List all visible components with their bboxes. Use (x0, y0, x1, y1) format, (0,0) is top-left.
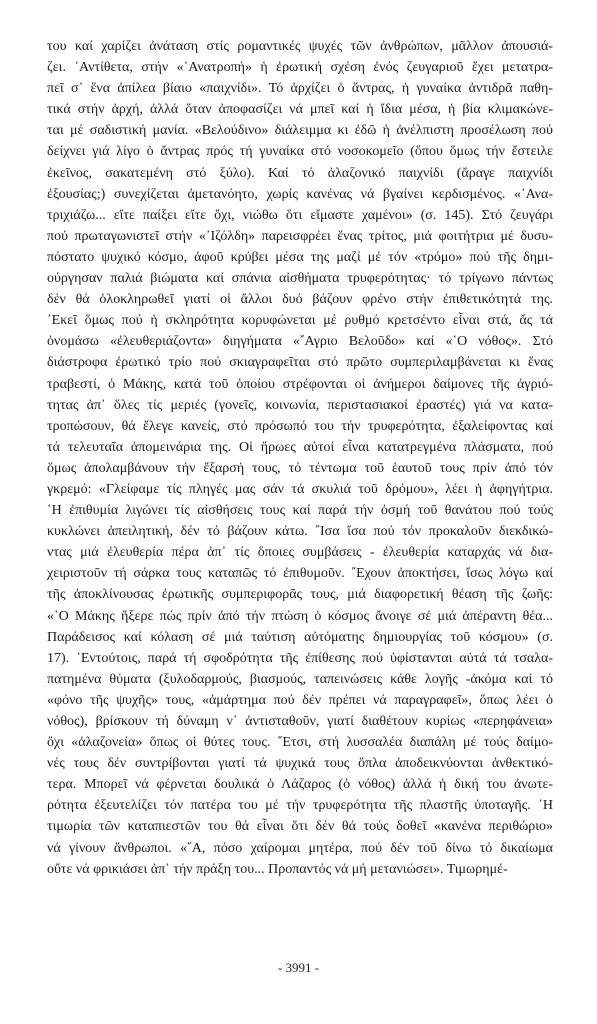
body-text (47, 36, 553, 880)
text-line: τικά στήν ἀρχή, ἀλλά ὅταν ἀποφασίζει νά μπεῖ καί ἡ ἴδια μέσα, ἡ βία κλιμακώνε- (47, 102, 553, 118)
text-line: «φόνο τῆς ψυχῆς» τους, «ἁμάρτημα πού δέν πρέπει νά παραγραφεῖ», ὅπως λέει ὁ (47, 692, 553, 708)
text-line: τριχιάζω... εἴτε παίξει εἴτε ὄχι, νιώθω ὅτι εἴμαστε χαμένοι» (σ. 145). Στό ζευγάρι (47, 207, 553, 223)
text-line: του καί χαρίζει ἀνάταση στίς ρομαντικές ψυχές τῶν ἀνθρώπων, μᾶλλον ἀπουσιά- (47, 39, 553, 54)
text-line: νόθος), βρίσκουν τή δύναμη ν᾿ ἀντισταθοῦν, γιατί διαθέτουν κυρίως «περηφάνεια» (47, 714, 553, 729)
text-line: τερα. Μπορεῖ νά φέρνεται δουλικά ὁ Λάζαρος (ὁ νόθος) ἀλλά ἡ δική του ἀνωτε- (47, 777, 553, 793)
text-line: ται μέ σαδιστική μανία. «Βελούδινο» διάλειμμα κι ἐδῶ ἡ ἀνέλπιστη προσέλωση πού (47, 123, 553, 139)
text-line: ζει. ᾿Αντίθετα, στήν «᾿Ανατροπή» ἡ ἐρωτική σχέση ἐνός ζευγαριοῦ ἔχει μετατρα- (47, 60, 553, 76)
text-line: Παράδεισος καί κόλαση σέ μιά ταύτιση αὐτόματης δημιουργίας τοῦ κόσμου» (σ. (47, 629, 553, 645)
text-line: ἐκεῖνος, σακατεμένη στό ξύλο). Καί τό ἀλαζονικό παιχνίδι (ἄραγε παιχνίδι (47, 165, 553, 181)
text-line: δείχνει γιά λίγο ὁ ἄντρας πρός τή γυναίκα στό νοσοκομεῖο (ὅπου ὅμως τήν ἔστειλε (47, 144, 553, 160)
text-line: τιμωρία τῶν καταπιεστῶν του θά εἶναι ὅτι δέν θά τούς δοθεῖ «κανένα περιθώριο» (47, 819, 553, 835)
text-line: πόστατο ψυχικό κόσμο, ἀφοῦ κρύβει μέσα της μαζί μέ τόν «τρόμο» πού τῆς δημι- (47, 249, 553, 265)
text-line: πού πρωταγωνιστεῖ στήν «᾿Ιζόλδη» παρεισφρέει ἕνας τρίτος, μιά φοιτήτρια μέ δυσυ- (47, 228, 553, 244)
text-line: ρότητα ἐξευτελίζει τόν πατέρα του μέ τήν τρυφερότητα τῆς πλαστῆς ὑποταγῆς. ῾Η (47, 798, 553, 814)
text-line: νά γίνουν ἄνθρωποι. «῎Α, πόσο χαίρομαι μητέρα, πού δέν τοῦ δίνω τό δικαίωμα (47, 840, 553, 856)
text-line: ὄχι «ἀλαζονεία» ὅπως οἱ θύτες τους. ῎Ετσι, στή λυσσαλέα διαπάλη μέ τούς δαίμο- (47, 735, 553, 751)
text-line: τροπώσουν, θά ἔλεγε κανείς, στό πρόσωπό του τήν τρυφερότητα, ἐξαλείφοντας καί (47, 418, 553, 434)
text-line: πεῖ σ᾿ ἕνα ἀπίλεα βίαιο «παιχνίδι». Τό ἀρχίζει ὁ ἄντρας, ἡ γυναίκα ἀντιδρᾶ παθη- (47, 81, 553, 97)
text-line: ούργησαν παλιά βιώματα καί σπάνια αἰσθήματα τρυφερότητας· τό τρίγωνο πάντως (47, 271, 553, 287)
text-line: «῾Ο Μάκης ἤξερε πώς πρίν ἀπό τήν πτώση ὁ κόσμος ἄνοιγε σέ μιά ἀπέραντη θέα... (47, 608, 553, 624)
text-line: χειριστοῦν τή σάρκα τους καταπῶς τό ἐπιθυμοῦν. ῎Εχουν ἀποκτήσει, ἴσως λόγω καί (47, 566, 553, 582)
page-number: - 3991 - (277, 960, 320, 975)
text-line: διάστροφα ἐρωτικό τρίο πού σκιαγραφεῖται στό πρῶτο συμπεριλαμβάνεται κι ἕνας (47, 355, 553, 371)
text-line: ντας μιά ἐλευθερία πέρα ἀπ᾿ τίς ὅποιες συμβάσεις - ἐλευθερία καταρχάς νά δια- (47, 545, 553, 561)
text-line: τῆς ἀποκλίνουσας ἐρωτικῆς συμπεριφορᾶς τους, μιά διαφορετική θέαση τῆς ζωῆς: (47, 587, 553, 603)
text-line: πατημένα θύματα (ξυλοδαρμούς, βιασμούς, ταπεινώσεις κάθε λογῆς -ἀκόμα καί τό (47, 671, 553, 687)
text-line: ὅμως ἀπολαμβάνουν τήν ἔξαρσή τους, τό τέντωμα τοῦ ἑαυτοῦ τους πρίν ἀπό τόν (47, 460, 553, 476)
text-line: ᾿Εκεῖ ὅμως πού ἡ σκληρότητα κορυφώνεται μέ ρυθμό κρετσέντο εἶναι στά, ἄς τά (47, 313, 553, 329)
text-line: δέν θά ὁλοκληρωθεῖ γιατί οἱ ἄλλοι δυό βάζουν φρένο στήν ἐπιθετικότητά της. (47, 292, 553, 308)
text-line: τητας ἀπ᾿ ὅλες τίς μεριές (γονεῖς, κοινωνία, περιστασιακοί ἐραστές) γιά να κατα- (47, 397, 553, 413)
text-line: ῾Η ἐπιθυμία λιγώνει τίς αἰσθήσεις τους καί παρά τήν ὀσμή τοῦ θανάτου πού τούς (47, 503, 553, 519)
text-line: τραβεστί, ὁ Μάκης, κατά τοῦ ὁποίου στρέφονται οἱ ἀνήμεροι δαίμονες τῆς ἀγριό- (47, 376, 553, 392)
text-line: τά τελευταῖα ἀπομεινάρια της. Οἱ ἥρωες αὐτοί εἶναι κατατρεγμένα πλάσματα, πού (47, 439, 553, 455)
text-line: ἐξουσίας;) συνεχίζεται ἀμετανόητο, χωρίς κανένας νά βγαίνει κερδισμένος. «᾿Ανα- (47, 186, 553, 202)
text-line: ὀνομάσω «ἐλευθεριάζοντα» διηγήματα «῎Αγριο Βελοῦδο» καί «῾Ο νόθος». Στό (47, 334, 553, 350)
text-line: κυκλώνει ἀπειλητική, δέν τό βάζουν κάτω. ῎Ισα ἴσα πού τόν προκαλοῦν διεκδικώ- (47, 524, 553, 540)
text-line: οὔτε νά φρικιάσει ἀπ᾿ τήν πράξη του... Προπαντός νά μή μετανιώσει». Τιμωρημέ- (47, 861, 508, 877)
text-line: γκρεμό: «Γλείφαμε τίς πληγές μας σάν τά σκυλιά τοῦ δρόμου», λέει ἡ ἀφηγήτρια. (47, 481, 553, 497)
document-page (47, 36, 553, 880)
text-line: νές τους δέν συντρίβονται γιατί τά ψυχικά τους ὅπλα ἀποδεικνύονται ἀνθεκτικό- (47, 756, 553, 772)
text-line: 17). ᾿Εντούτοις, παρά τή σφοδρότητα τῆς ἐπίθεσης πού ὑφίστανται αὐτά τά τσαλα- (47, 650, 553, 666)
